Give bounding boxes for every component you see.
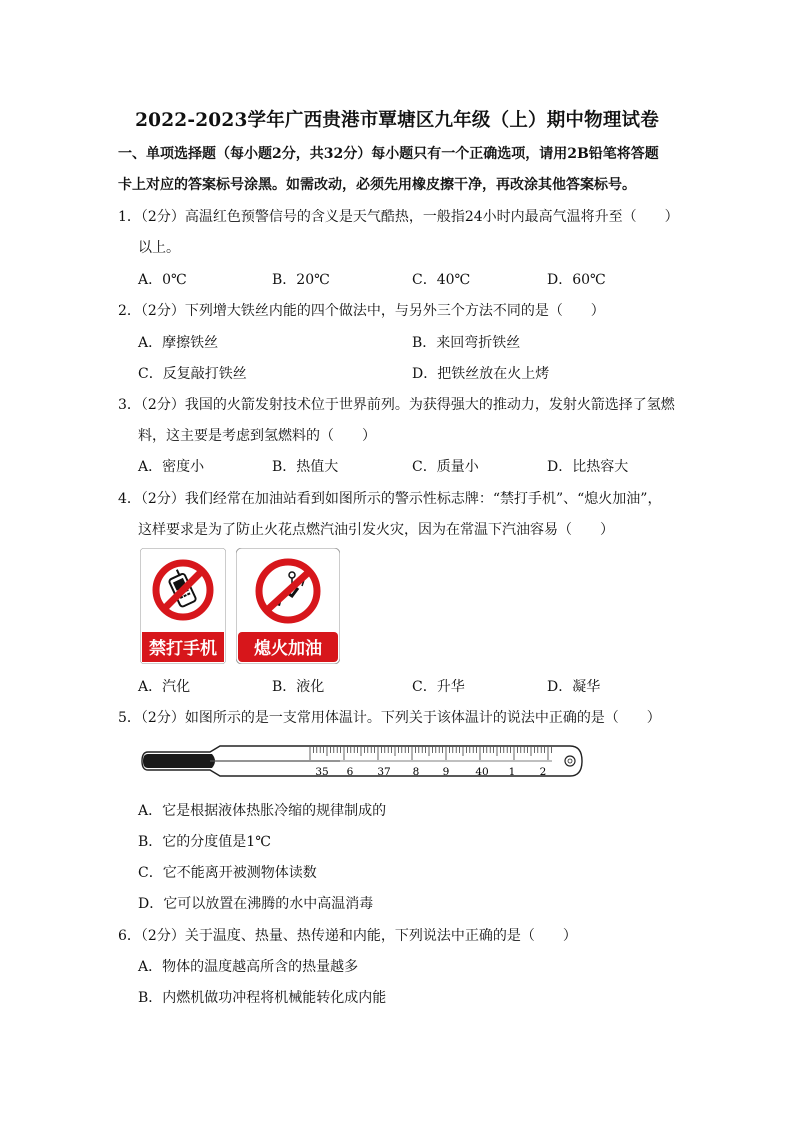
question-4-option-d[interactable]: D．凝华 [547, 679, 601, 695]
question-1-option-c[interactable]: C．40℃ [412, 272, 471, 288]
question-3-option-c[interactable]: C．质量小 [412, 459, 479, 475]
scale-label-37: 37 [377, 766, 391, 778]
question-2-option-c[interactable]: C．反复敲打铁丝 [138, 366, 247, 382]
question-1-option-b[interactable]: B．20℃ [272, 272, 330, 288]
question-5-option-d[interactable]: D．它可以放置在沸腾的水中高温消毒 [138, 896, 374, 912]
question-5-text: 5．（2分）如图所示的是一支常用体温计。下列关于该体温计的说法中正确的是（ ） [118, 710, 661, 726]
question-3-text-cont: 料，这主要是考虑到氢燃料的（ ） [138, 428, 376, 444]
no-phone-sign [140, 548, 226, 664]
scale-label-38: 8 [412, 766, 420, 778]
question-4-text: 4．（2分）我们经常在加油站看到如图所示的警示性标志牌：“禁打手机”、“熄火加油”， [118, 491, 662, 507]
question-1-text-cont: 以上。 [138, 240, 180, 256]
question-1-option-a[interactable]: A．0℃ [138, 272, 187, 288]
question-3-option-b[interactable]: B．热值大 [272, 459, 339, 475]
question-4-option-a[interactable]: A．汽化 [138, 679, 191, 695]
section-instruction-line2: 卡上对应的答案标号涂黑。如需改动，必须先用橡皮擦干净，再改涂其他答案标号。 [118, 177, 636, 193]
question-2-option-a[interactable]: A．摩擦铁丝 [138, 335, 219, 351]
question-2-option-d[interactable]: D．把铁丝放在火上烤 [412, 366, 550, 382]
section-instruction-line1: 一、单项选择题（每小题2分，共32分）每小题只有一个正确选项，请用2B铅笔将答题 [118, 146, 659, 162]
question-4-option-c[interactable]: C．升华 [412, 679, 465, 695]
question-2-option-b[interactable]: B．来回弯折铁丝 [412, 335, 521, 351]
question-3-text: 3．（2分）我国的火箭发射技术位于世界前列。为获得强大的推动力，发射火箭选择了氢燃 [118, 397, 675, 413]
question-3-option-d[interactable]: D．比热容大 [547, 459, 629, 475]
question-6-text: 6．（2分）关于温度、热量、热传递和内能，下列说法中正确的是（ ） [118, 928, 577, 944]
scale-label-35: 35 [315, 766, 329, 778]
question-3-option-a[interactable]: A．密度小 [138, 459, 205, 475]
question-5-option-a[interactable]: A．它是根据液体热胀冷缩的规律制成的 [138, 803, 387, 819]
question-5-option-b[interactable]: B．它的分度值是1℃ [138, 834, 271, 850]
question-5-option-c[interactable]: C．它不能离开被测物体读数 [138, 865, 317, 881]
question-6-option-b[interactable]: B．内燃机做功冲程将机械能转化成内能 [138, 990, 387, 1006]
no-phone-sign-label: 禁打手机 [149, 639, 217, 659]
clinical-thermometer-figure [140, 742, 586, 786]
question-6-option-a[interactable]: A．物体的温度越高所含的热量越多 [138, 959, 359, 975]
scale-label-42: 2 [539, 766, 547, 778]
question-2-text: 2．（2分）下列增大铁丝内能的四个做法中，与另外三个方法不同的是（ ） [118, 303, 605, 319]
scale-label-41: 1 [508, 766, 516, 778]
question-1-option-d[interactable]: D．60℃ [547, 272, 606, 288]
question-4-text-cont: 这样要求是为了防止火花点燃汽油引发火灾，因为在常温下汽油容易（ ） [138, 522, 614, 538]
page-title: 2022-2023学年广西贵港市覃塘区九年级（上）期中物理试卷 [135, 110, 659, 131]
scale-label-36: 6 [346, 766, 354, 778]
no-flame-sign [236, 548, 340, 664]
scale-label-39: 9 [442, 766, 450, 778]
question-4-option-b[interactable]: B．液化 [272, 679, 325, 695]
no-flame-sign-label: 熄火加油 [254, 639, 322, 659]
scale-label-40: 40 [475, 766, 489, 778]
question-1-text: 1．（2分）高温红色预警信号的含义是天气酷热，一般指24小时内最高气温将升至（ ） [118, 209, 679, 225]
